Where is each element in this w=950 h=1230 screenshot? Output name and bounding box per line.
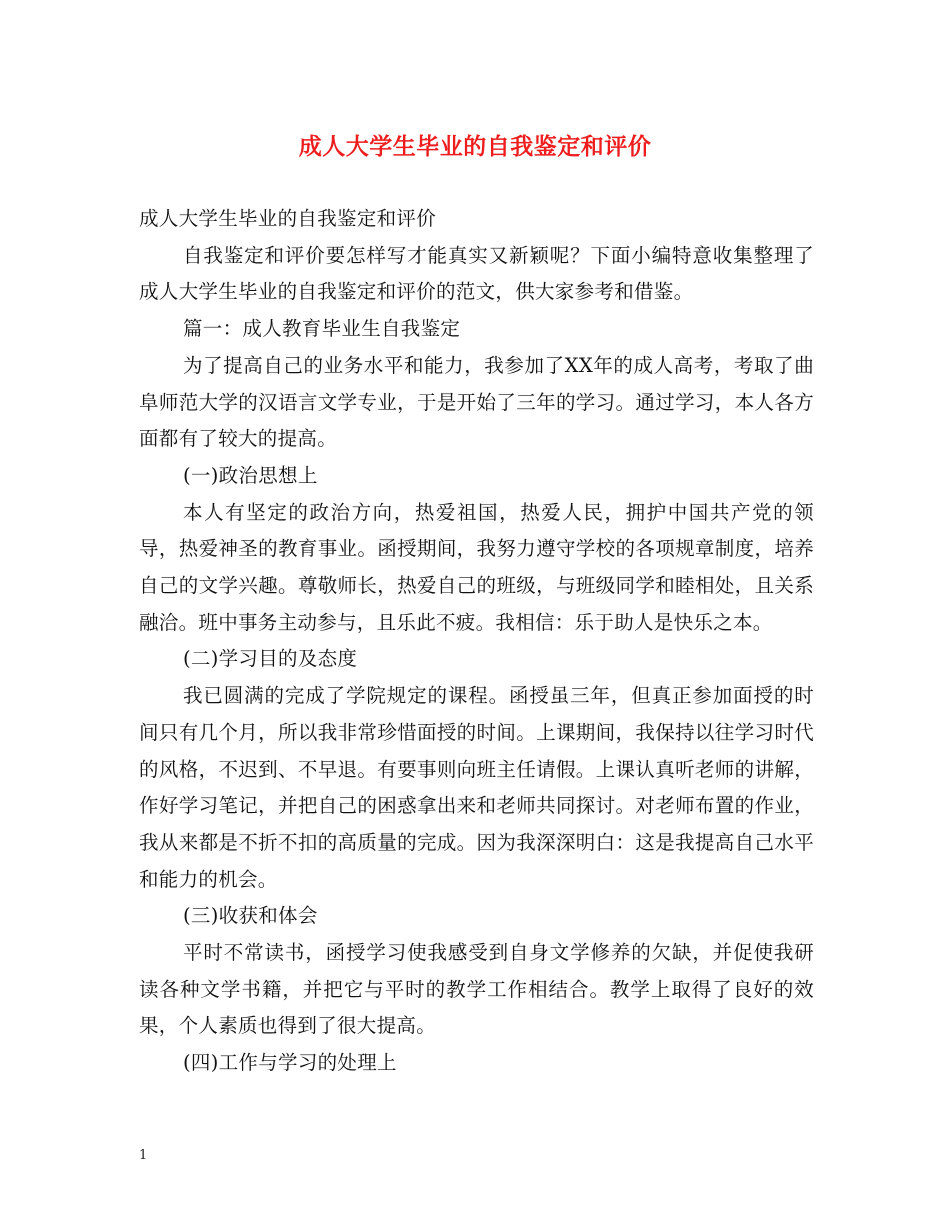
section-heading: 篇一：成人教育毕业生自我鉴定 [183, 317, 461, 341]
paragraph: 本人有坚定的政治方向，热爱祖国，热爱人民，拥护中国共产党的领导，热爱神圣的教育事业。函授期间，我努力遵守学校的各项规章制度，培养自己的文学兴趣。尊敬师长，热爱自己的班级，与班级同学和睦相处，且关系融洽。班中事务主动参与，且乐此不疲。我相信：乐于助人是快乐之本。 [139, 500, 814, 634]
document-title: 成人大学生毕业的自我鉴定和评价 [298, 133, 652, 160]
paragraph: 平时不常读书，函授学习使我感受到自身文学修养的欠缺，并促使我研读各种文学书籍，并把它与平时的教学工作相结合。教学上取得了良好的效果，个人素质也得到了很大提高。 [139, 941, 814, 1038]
subsection-heading: (一)政治思想上 [183, 463, 318, 487]
subsection-heading: (二)学习目的及态度 [183, 647, 358, 671]
paragraph-heading: 成人大学生毕业的自我鉴定和评价 [139, 207, 437, 230]
paragraph-intro: 自我鉴定和评价要怎样写才能真实又新颖呢？下面小编特意收集整理了成人大学生毕业的自我鉴定和评价的范文，供大家参考和借鉴。 [139, 243, 814, 304]
paragraph: 我已圆满的完成了学院规定的课程。函授虽三年，但真正参加面授的时间只有几个月，所以我非常珍惜面授的时间。上课期间，我保持以往学习时代的风格，不迟到、不早退。有要事则向班主任请假。上课认真听老师的讲解，作好学习笔记，并把自己的困惑拿出来和老师共同探讨。对老师布置的作业，我从来都是不折不扣的高质量的完成。因为我深深明白：这是我提高自己水平和能力的机会。 [139, 684, 814, 891]
subsection-heading: (四)工作与学习的处理上 [183, 1051, 397, 1075]
paragraph: 为了提高自己的业务水平和能力，我参加了XX年的成人高考，考取了曲阜师范大学的汉语言文学专业，于是开始了三年的学习。通过学习，本人各方面都有了较大的提高。 [139, 353, 814, 451]
document-body [139, 201, 814, 1082]
subsection-heading: (三)收获和体会 [183, 904, 318, 928]
page-number: 1 [139, 1148, 148, 1163]
